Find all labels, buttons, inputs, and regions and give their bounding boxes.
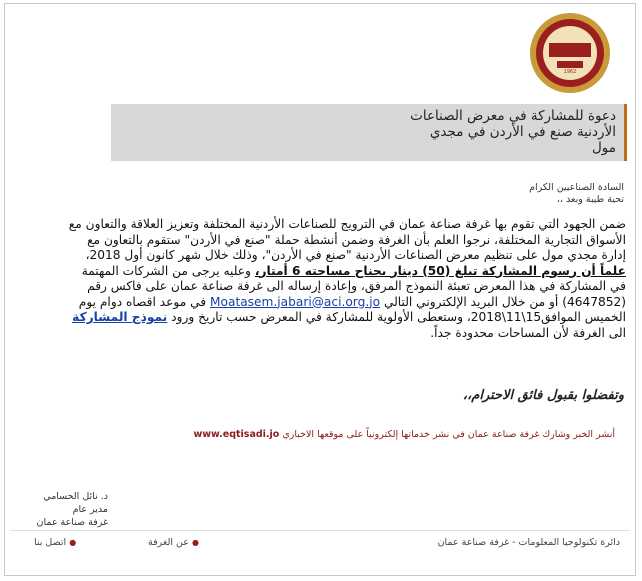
invitation-body [66,217,626,341]
about-label: عن الغرفة [148,537,189,548]
share-text: أنشر الخبر وشارك غرفة صناعة عمان في نشر خدماتها إلكترونياً على موقعها الاخباري [282,429,615,440]
body-paragraph-3: في موعد اقصاه دوام يوم الخميس الموافق15\11\2018، وستعطى الأولوية للمشاركة في المعرض حسب تاريخ ورود [78,294,626,324]
signature-block [24,490,108,529]
footer-contact-link[interactable] [34,537,76,548]
footer-divider [10,530,630,531]
contact-label: اتصل بنا [34,537,67,548]
title-line-2: الأردنية صنع في الأردن في مجدي [429,124,616,140]
bullet-icon: ● [69,538,77,547]
signatory-name: د. نائل الحسامي [43,491,108,502]
svg-text:1962: 1962 [563,69,577,75]
body-paragraph-2: وعليه يرجى من الشركات المهتمة في المشاركة في هذا المعرض تعبئة النموذج المرفق، وإعادة إرساله الى غرفة صناعة عمان على فاكس رقم (4647852) أو من خلال البريد الإلكتروني التالي [81,263,626,309]
email-link[interactable]: Moatasem.jabari@aci.org.jo [210,294,381,309]
title-line-1: دعوة للمشاركة في معرض الصناعات [410,108,616,124]
closing-regards: وتفضلوا بقبول فائق الاحترام،، [462,388,624,403]
footer-about-link[interactable] [148,537,199,548]
bullet-icon: ● [191,538,199,547]
news-site-link[interactable]: www.eqtisadi.jo [193,429,280,440]
signatory-org: غرفة صناعة عمان [36,517,108,528]
title-banner [111,104,627,161]
signatory-role: مدير عام [72,504,108,515]
chamber-logo [528,11,612,95]
greeting-intro: تحية طيبة وبعد ،، [556,194,624,205]
greeting-salutation: السادة الصناعيين الكرام [529,182,624,193]
body-paragraph-4: الى الغرفة لأن المساحات محدودة جداً. [430,325,626,340]
share-notice [145,429,615,440]
body-paragraph-1: ضمن الجهود التي تقوم بها غرفة صناعة عمان في الترويج للصناعات الأردنية المختلفة وتعزيز العلاقة والتعاون مع الأسواق التجارية المختلفة، نرجوا العلم بأن الغرفة وضمن أنشطة حملة "صنع في الأردن" ستقوم بالتعاون مع إدارة مجدي مول على تنظيم معرض الصناعات الأردنية "صنع في الأردن"، وذلك خلال شهر كانون أول 2018، [68,217,626,262]
page-title [316,108,616,156]
fee-notice: علماً أن رسوم المشاركة تبلغ (50) دينار بجناح مساحته 6 أمتار، [254,263,626,278]
title-line-3: مول [591,140,616,156]
footer-department: دائرة تكنولوجيا المعلومات - غرفة صناعة عمان [437,537,620,548]
participation-form-link[interactable]: نموذج المشاركة [72,310,168,324]
